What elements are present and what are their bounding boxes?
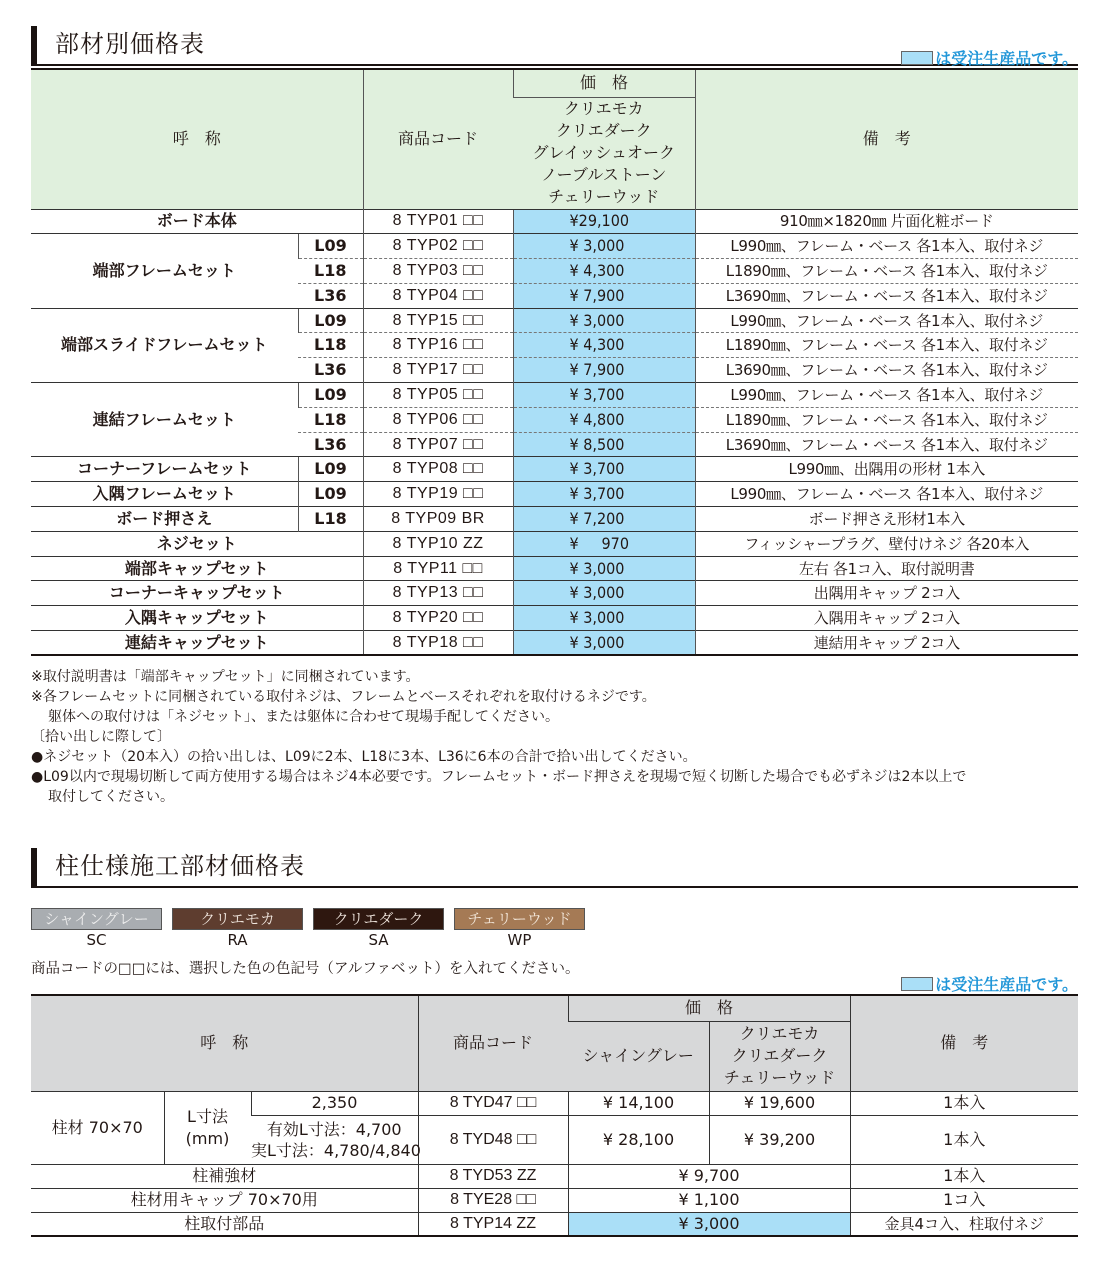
item-name: 連結フレームセット — [31, 383, 298, 457]
table-row — [31, 383, 1078, 408]
order-made-legend — [901, 972, 1078, 995]
item-code: 8 TYD47 □□ — [418, 1091, 568, 1115]
item-note: 1本入 — [850, 1164, 1078, 1188]
color-item-sa — [313, 908, 444, 950]
item-price-other: ¥ 19,600 — [709, 1091, 850, 1115]
order-made-swatch — [901, 51, 933, 65]
item-price: ¥29,100 — [513, 209, 695, 234]
item-price: ¥ 8,500 — [513, 432, 695, 457]
item-price: ¥ 4,800 — [513, 407, 695, 432]
item-code: 8 TYP10 ZZ — [363, 531, 513, 556]
item-size: L18 — [298, 259, 363, 284]
item-code: 8 TYP08 □□ — [363, 457, 513, 482]
item-note: L990㎜、フレーム・ベース 各1本入、取付ネジ — [695, 383, 1078, 408]
item-note: フィッシャープラグ、壁付けネジ 各20本入 — [695, 531, 1078, 556]
order-made-label: は受注生産品です。 — [935, 975, 1078, 994]
color-item-wp — [454, 908, 585, 950]
item-name: 柱取付部品 — [31, 1212, 418, 1236]
footnote: 取付してください。 — [48, 789, 174, 805]
item-note: 金具4コ入、柱取付ネジ — [850, 1212, 1078, 1236]
post-price-table — [31, 994, 1078, 1237]
color-legend — [31, 908, 585, 950]
item-code: 8 TYD48 □□ — [418, 1115, 568, 1164]
section-title-post-price — [31, 848, 1078, 888]
color-chip: クリエダーク — [313, 908, 444, 930]
item-name: 連結キャップセット — [31, 631, 363, 656]
table-row — [31, 1091, 1078, 1115]
order-made-swatch — [901, 977, 933, 991]
item-name: 柱補強材 — [31, 1164, 418, 1188]
item-name: ボード押さえ — [31, 507, 298, 532]
item-price: ¥ 3,000 — [568, 1212, 850, 1236]
item-name: 端部スライドフレームセット — [31, 308, 298, 382]
item-code: 8 TYP03 □□ — [363, 259, 513, 284]
item-code: 8 TYP16 □□ — [363, 333, 513, 358]
color-name: チェリーウッド — [723, 1068, 836, 1087]
item-name: ボード本体 — [31, 209, 363, 234]
item-price: ¥ 3,700 — [513, 482, 695, 507]
table-row — [31, 581, 1078, 606]
item-code: 8 TYE28 □□ — [418, 1188, 568, 1212]
item-price: ¥ 3,700 — [513, 383, 695, 408]
color-name: ノーブルストーン — [541, 165, 667, 184]
footnote: ※取付説明書は「端部キャップセット」に同梱されています。 — [31, 669, 420, 685]
item-size: L09 — [298, 308, 363, 333]
item-price-sc: ¥ 28,100 — [568, 1115, 709, 1164]
item-note: L3690㎜、フレーム・ベース 各1本入、取付ネジ — [695, 358, 1078, 383]
item-size: L36 — [298, 432, 363, 457]
item-name: コーナーキャップセット — [31, 581, 363, 606]
item-code: 8 TYP19 □□ — [363, 482, 513, 507]
item-size: L36 — [298, 358, 363, 383]
item-price: ¥ 4,300 — [513, 259, 695, 284]
item-size: L36 — [298, 283, 363, 308]
item-note: L1890㎜、フレーム・ベース 各1本入、取付ネジ — [695, 259, 1078, 284]
item-note: L3690㎜、フレーム・ベース 各1本入、取付ネジ — [695, 283, 1078, 308]
header-remarks: 備 考 — [695, 69, 1078, 209]
footnote: 〔拾い出しに際して〕 — [31, 729, 171, 745]
item-code: 8 TYP13 □□ — [363, 581, 513, 606]
item-code: 8 TYP05 □□ — [363, 383, 513, 408]
color-code: SA — [368, 931, 389, 949]
item-size: L18 — [298, 407, 363, 432]
item-note: L990㎜、フレーム・ベース 各1本入、取付ネジ — [695, 308, 1078, 333]
item-price: ¥ 3,000 — [513, 556, 695, 581]
item-price: ¥ 1,100 — [568, 1188, 850, 1212]
footnote: ●L09以内で現場切断して両方使用する場合はネジ4本必要です。フレームセット・ボード押さえを現場で短く切断した場合でも必ずネジは2本以上で — [31, 769, 967, 785]
color-code: RA — [227, 931, 248, 949]
code-note: 商品コードの□□には、選択した色の色記号（アルファベット）を入れてください。 — [31, 961, 580, 977]
item-code: 8 TYP18 □□ — [363, 631, 513, 656]
item-note: L3690㎜、フレーム・ベース 各1本入、取付ネジ — [695, 432, 1078, 457]
post-length: 2,350 — [251, 1091, 418, 1115]
item-code: 8 TYP20 □□ — [363, 606, 513, 631]
item-code: 8 TYP09 BR — [363, 507, 513, 532]
item-note: 1本入 — [850, 1091, 1078, 1115]
table-row — [31, 482, 1078, 507]
item-price: ¥ 9,700 — [568, 1164, 850, 1188]
item-price: ¥ 7,900 — [513, 283, 695, 308]
dim-label: L寸法 — [187, 1106, 228, 1126]
item-note: L990㎜、フレーム・ベース 各1本入、取付ネジ — [695, 234, 1078, 259]
item-price: ¥ 7,200 — [513, 507, 695, 532]
color-chip: クリエモカ — [172, 908, 303, 930]
item-price: ¥ 3,000 — [513, 308, 695, 333]
item-name: 端部フレームセット — [31, 234, 298, 308]
item-note: 出隅用キャップ 2コ入 — [695, 581, 1078, 606]
item-code: 8 TYP07 □□ — [363, 432, 513, 457]
item-size: L09 — [298, 482, 363, 507]
color-name: クリエモカ — [563, 99, 644, 118]
item-size: L18 — [298, 333, 363, 358]
item-name: 入隅フレームセット — [31, 482, 298, 507]
item-size: L09 — [298, 234, 363, 259]
color-name: クリエダーク — [555, 121, 652, 140]
section-title-text: 部材別価格表 — [55, 30, 205, 58]
header-price: 価 格 — [568, 995, 850, 1021]
length-actual: 実L寸法：4,780/4,840 — [251, 1140, 421, 1160]
item-name: 柱材用キャップ 70×70用 — [31, 1188, 418, 1212]
item-size: L09 — [298, 383, 363, 408]
item-note: L1890㎜、フレーム・ベース 各1本入、取付ネジ — [695, 407, 1078, 432]
post-name: 柱材 70×70 — [31, 1091, 164, 1164]
item-price: ¥ 7,900 — [513, 358, 695, 383]
item-price-sc: ¥ 14,100 — [568, 1091, 709, 1115]
item-price: ¥ 3,000 — [513, 631, 695, 656]
item-note: L990㎜、フレーム・ベース 各1本入、取付ネジ — [695, 482, 1078, 507]
item-size: L09 — [298, 457, 363, 482]
item-code: 8 TYP02 □□ — [363, 234, 513, 259]
parts-price-table — [31, 68, 1078, 656]
header-price-colors — [513, 97, 695, 209]
color-name: クリエダーク — [731, 1046, 828, 1065]
table-row — [31, 507, 1078, 532]
table-row — [31, 606, 1078, 631]
order-made-legend — [901, 46, 1078, 69]
post-length — [251, 1115, 421, 1164]
color-name: グレイッシュオーク — [532, 143, 676, 162]
item-name: ネジセット — [31, 531, 363, 556]
item-code: 8 TYP14 ZZ — [418, 1212, 568, 1236]
table-row — [31, 308, 1078, 333]
table-row — [31, 1188, 1078, 1212]
item-code: 8 TYP06 □□ — [363, 407, 513, 432]
item-price: ¥ 3,000 — [513, 606, 695, 631]
header-price-shinegray: シャイングレー — [568, 1021, 709, 1091]
item-code: 8 TYP11 □□ — [363, 556, 513, 581]
item-price-other: ¥ 39,200 — [709, 1115, 850, 1164]
table-row — [31, 556, 1078, 581]
item-note: ボード押さえ形材1本入 — [695, 507, 1078, 532]
color-code: WP — [507, 931, 532, 949]
header-price-others — [709, 1021, 850, 1091]
item-name: 入隅キャップセット — [31, 606, 363, 631]
header-code: 商品コード — [363, 69, 513, 209]
header-name: 呼 称 — [31, 69, 363, 209]
header-name: 呼 称 — [31, 995, 418, 1091]
table-row — [31, 457, 1078, 482]
item-code: 8 TYP04 □□ — [363, 283, 513, 308]
color-name: チェリーウッド — [548, 187, 660, 206]
table-row — [31, 1212, 1078, 1236]
color-item-sc — [31, 908, 162, 950]
table-row — [31, 531, 1078, 556]
item-price: ¥ 3,000 — [513, 581, 695, 606]
color-chip: シャイングレー — [31, 908, 162, 930]
item-note: 連結用キャップ 2コ入 — [695, 631, 1078, 656]
post-dim-label — [164, 1091, 251, 1164]
item-note: 入隅用キャップ 2コ入 — [695, 606, 1078, 631]
item-price: ¥ 4,300 — [513, 333, 695, 358]
item-note: 左右 各1コ入、取付説明書 — [695, 556, 1078, 581]
header-remarks: 備 考 — [850, 995, 1078, 1091]
table-row — [31, 209, 1078, 234]
item-code: 8 TYP01 □□ — [363, 209, 513, 234]
item-name: コーナーフレームセット — [31, 457, 298, 482]
order-made-label: は受注生産品です。 — [935, 49, 1078, 68]
item-name: 端部キャップセット — [31, 556, 363, 581]
item-price: ¥ 970 — [513, 531, 695, 556]
item-note: L1890㎜、フレーム・ベース 各1本入、取付ネジ — [695, 333, 1078, 358]
color-chip: チェリーウッド — [454, 908, 585, 930]
dim-unit: (mm) — [185, 1128, 230, 1148]
section-title-text: 柱仕様施工部材価格表 — [55, 852, 305, 880]
footnote: ※各フレームセットに同梱されている取付ネジは、フレームとベースそれぞれを取付けるネジです。 — [31, 689, 656, 705]
color-item-ra — [172, 908, 303, 950]
footnote: 躯体への取付けは「ネジセット」、または躯体に合わせて現場手配してください。 — [48, 709, 559, 725]
header-code: 商品コード — [418, 995, 568, 1091]
color-name: クリエモカ — [739, 1024, 820, 1043]
table-row — [31, 234, 1078, 259]
footnote: ●ネジセット（20本入）の拾い出しは、L09に2本、L18に3本、L36に6本の合計で拾い出してください。 — [31, 749, 697, 765]
item-note: 910㎜×1820㎜ 片面化粧ボード — [695, 209, 1078, 234]
table-row — [31, 1164, 1078, 1188]
header-price: 価 格 — [513, 69, 695, 97]
item-code: 8 TYD53 ZZ — [418, 1164, 568, 1188]
item-note: L990㎜、出隅用の形材 1本入 — [695, 457, 1078, 482]
color-code: SC — [86, 931, 107, 949]
item-code: 8 TYP17 □□ — [363, 358, 513, 383]
item-size: L18 — [298, 507, 363, 532]
length-effective: 有効L寸法：4,700 — [266, 1119, 402, 1139]
item-price: ¥ 3,000 — [513, 234, 695, 259]
item-price: ¥ 3,700 — [513, 457, 695, 482]
item-code: 8 TYP15 □□ — [363, 308, 513, 333]
footnotes — [31, 667, 966, 807]
item-note: 1本入 — [850, 1115, 1078, 1164]
item-note: 1コ入 — [850, 1188, 1078, 1212]
table-row — [31, 631, 1078, 656]
